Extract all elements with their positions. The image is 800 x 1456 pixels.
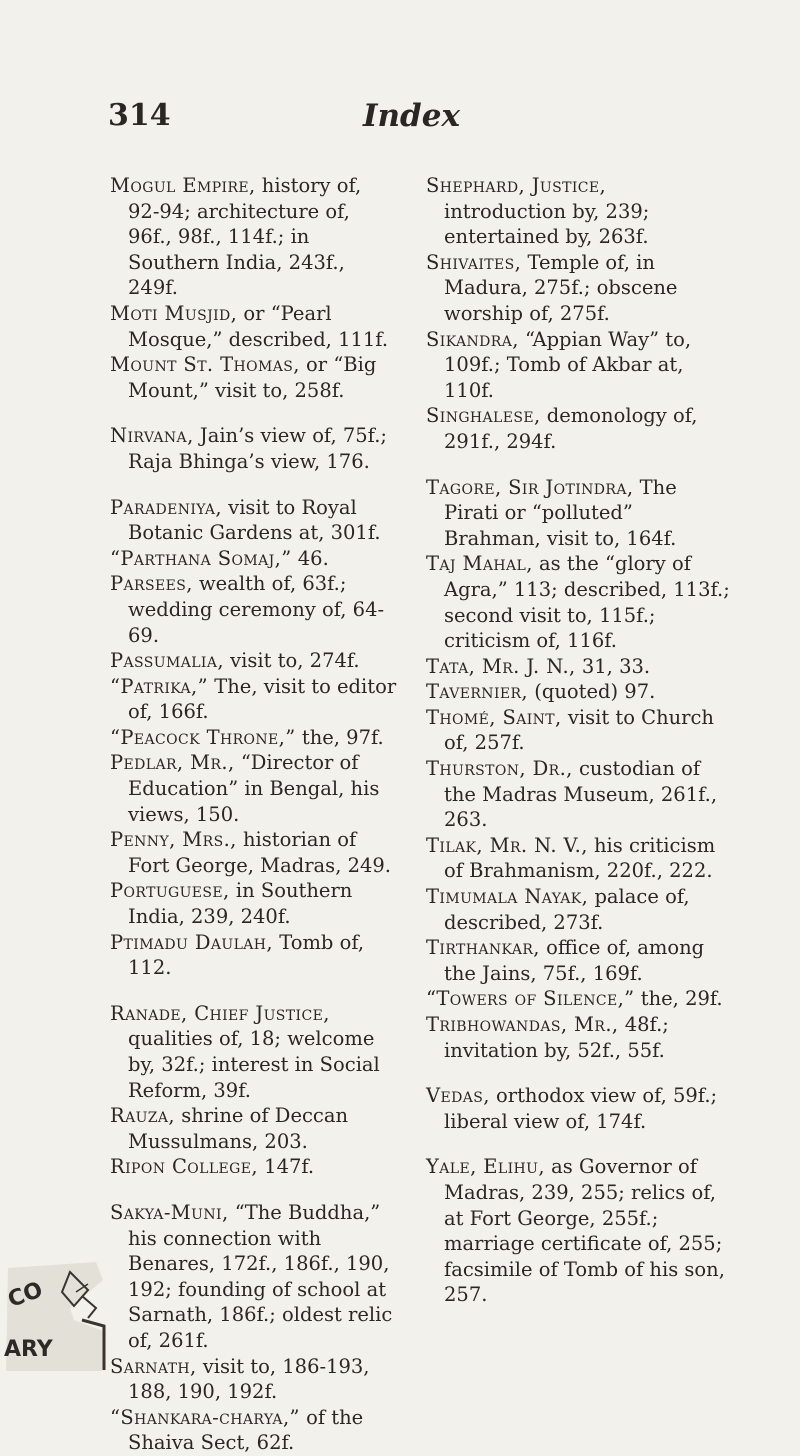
page-number: 314 (108, 98, 171, 133)
index-locators: history of, 92-94; architecture of, 96f., 98f., 114f.; in Southern India, 243f., 249f. (128, 174, 362, 300)
library-stamp (0, 1262, 110, 1371)
index-locators: historian of Fort George, Madras, 249. (128, 828, 392, 877)
index-entry (110, 1154, 398, 1180)
index-headword: Passumalia, (110, 649, 224, 673)
index-entry (426, 551, 732, 653)
index-entry (110, 750, 398, 827)
index-entry (110, 495, 398, 546)
index-entry (110, 423, 398, 474)
index-locators: as the “glory of Agra,” 113; described, 113f.; second visit to, 115f.; criticism of, 116f. (444, 552, 730, 653)
index-headword: Tirthankar, (426, 936, 540, 960)
index-entry (426, 756, 732, 833)
index-headword: Nirvana, (110, 424, 194, 448)
index-locators: Jain’s view of, 75f.; Raja Bhinga’s view, 176. (128, 424, 387, 473)
index-locators: The Pirati or “polluted” Brahman, visit to, 164f. (444, 475, 677, 550)
index-entry (110, 1405, 398, 1456)
index-entry (426, 705, 732, 756)
index-headword: Taj Mahal, (426, 552, 533, 576)
index-locators: 46. (291, 546, 329, 570)
index-entry (426, 327, 732, 404)
index-entry (110, 930, 398, 981)
index-column-right (426, 173, 732, 1308)
page-header (108, 98, 708, 138)
index-entry (110, 827, 398, 878)
index-locators: 147f. (257, 1155, 315, 1179)
index-entry (110, 1103, 398, 1154)
index-entry (110, 571, 398, 648)
index-entry (110, 878, 398, 929)
index-locators: or “Big Mount,” visit to, 258f. (128, 353, 377, 402)
index-locators: or “Pearl Mosque,” described, 111f. (128, 301, 389, 351)
index-headword: Penny, Mrs., (110, 828, 237, 852)
index-entry (426, 475, 732, 552)
index-headword: Sarnath, (110, 1354, 197, 1378)
index-headword: Moti Musjid, (110, 301, 238, 325)
index-entry (426, 250, 732, 327)
index-entry (426, 679, 732, 705)
index-entry (110, 352, 398, 403)
index-entry (426, 1154, 732, 1308)
index-locators: Temple of, in Madura, 275f.; obscene worship of, 275f. (444, 250, 678, 325)
stamp-text-bottom: ARY (4, 1337, 53, 1362)
page-title: Index (363, 98, 460, 134)
index-entry (110, 674, 398, 725)
index-headword: Sikandra, (426, 327, 519, 351)
index-headword: Timumala Nayak, (426, 885, 589, 909)
index-headword: Thurston, Dr., (426, 757, 573, 781)
index-locators: qualities of, 18; welcome by, 32f.; interest in Social Reform, 39f. (128, 1027, 380, 1102)
index-locators: as Governor of Madras, 239, 255; relics of, at Fort George, 255f.; marriage certificate of, 255; facsimile of Tomb of his son, 257. (444, 1155, 725, 1307)
index-headword: Ripon College, (110, 1155, 258, 1179)
index-locators: orthodox view of, 59f.; liberal view of, 174f. (444, 1084, 718, 1133)
index-headword: “Patrika,” (110, 674, 209, 698)
index-locators: visit to, 274f. (223, 649, 360, 673)
index-entry (110, 648, 398, 674)
index-entry (110, 1001, 398, 1103)
index-locators: shrine of Deccan Mussulmans, 203. (128, 1104, 349, 1153)
index-headword: Rauza, (110, 1104, 176, 1128)
index-locators: in Southern India, 239, 240f. (128, 879, 353, 929)
index-locators: palace of, described, 273f. (444, 885, 690, 934)
index-headword: Paradeniya, (110, 495, 222, 519)
index-entry (110, 546, 398, 572)
index-entry (110, 1200, 398, 1354)
index-locators: 48f.; invitation by, 52f., 55f. (444, 1013, 669, 1062)
index-locators: visit to Church of, 257f. (444, 705, 714, 755)
index-locators: “Director of Education” in Bengal, his views, 150. (128, 751, 380, 826)
index-locators: 31, 33. (575, 654, 651, 678)
index-entry (426, 986, 732, 1012)
index-entry (110, 725, 398, 751)
index-headword: Thomé, Saint, (426, 705, 562, 729)
index-headword: Ptimadu Daulah, (110, 930, 274, 954)
index-headword: Sakya-Muni, (110, 1200, 229, 1224)
index-locators: demonology of, 291f., 294f. (444, 404, 698, 453)
index-entry (426, 1012, 732, 1063)
index-entry (426, 173, 732, 250)
index-locators: The, visit to editor of, 166f. (128, 674, 397, 724)
index-locators: “The Buddha,” his connection with Benares, 172f., 186f., 190, 192; founding of school at Sarnath, 186f.; oldest relic of, 261f. (128, 1200, 393, 1352)
index-locators: Tomb of, 112. (128, 930, 365, 980)
index-headword: Tilak, Mr. N. V., (426, 833, 588, 857)
index-locators: the, 29f. (634, 987, 723, 1011)
index-headword: Pedlar, Mr., (110, 751, 235, 775)
index-headword: Tagore, Sir Jotindra, (426, 475, 634, 499)
index-entry (426, 833, 732, 884)
index-headword: “Shankara-charya,” (110, 1405, 300, 1429)
index-locators: visit to Royal Botanic Gardens at, 301f. (128, 495, 381, 545)
index-headword: Tavernier, (426, 680, 529, 704)
index-locators: office of, among the Jains, 75f., 169f. (444, 936, 705, 985)
index-headword: Shephard, Justice, (426, 174, 607, 197)
stamp-text-top: CO (4, 1277, 47, 1313)
index-column-left (110, 173, 398, 1456)
index-headword: Yale, Elihu, (426, 1155, 545, 1179)
index-headword: Shivaites, (426, 250, 522, 274)
index-headword: Vedas, (426, 1084, 490, 1108)
index-headword: “Parthana Somaj,” (110, 546, 292, 570)
index-locators: the, 97f. (295, 725, 384, 749)
index-locators: of the Shaiva Sect, 62f. (128, 1405, 364, 1455)
index-headword: Mount St. Thomas, (110, 353, 300, 377)
index-entry (426, 1083, 732, 1134)
index-entry (110, 173, 398, 301)
index-locators: (quoted) 97. (528, 680, 656, 704)
index-locators: custodian of the Madras Museum, 261f., 263. (444, 757, 718, 832)
index-headword: Mogul Empire, (110, 174, 256, 197)
index-headword: Singhalese, (426, 404, 541, 428)
index-headword: Ranade, Chief Justice, (110, 1001, 330, 1025)
index-headword: Portuguese, (110, 879, 230, 903)
index-entry (426, 935, 732, 986)
index-headword: Tata, Mr. J. N., (426, 654, 576, 678)
index-locators: wealth of, 63f.; wedding ceremony of, 64-69. (128, 572, 385, 647)
index-headword: “Towers of Silence,” (426, 987, 635, 1011)
index-locators: introduction by, 239; entertained by, 263f. (444, 199, 650, 249)
index-headword: “Peacock Throne,” (110, 725, 296, 749)
index-headword: Parsees, (110, 572, 193, 596)
index-locators: “Appian Way” to, 109f.; Tomb of Akbar at, 110f. (444, 327, 692, 402)
index-entry (110, 1354, 398, 1405)
index-entry (426, 654, 732, 680)
index-locators: visit to, 186-193, 188, 190, 192f. (128, 1354, 370, 1404)
index-headword: Tribhowandas, Mr., (426, 1013, 619, 1036)
index-entry (426, 884, 732, 935)
index-entry (426, 403, 732, 454)
index-locators: his criticism of Brahmanism, 220f., 222. (444, 833, 716, 883)
index-entry (110, 301, 398, 352)
